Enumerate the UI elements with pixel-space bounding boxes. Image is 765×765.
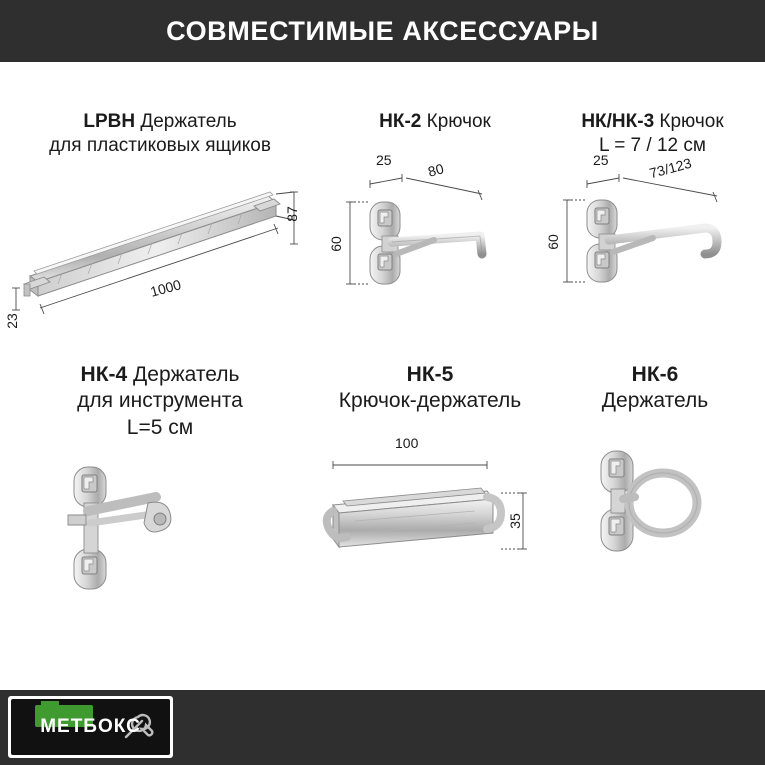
nk4-drawing xyxy=(10,451,310,631)
product-desc-nk5: Крючок-держатель xyxy=(338,389,522,413)
dim-nk5-100: 100 xyxy=(395,434,419,451)
dim-nk3-25: 25 xyxy=(593,151,609,168)
product-image-lpbh xyxy=(3,158,310,348)
product-title-nk2 xyxy=(330,110,540,134)
product-desc-nk3: L = 7 / 12 см xyxy=(599,134,706,156)
brand-logo-inner xyxy=(11,699,170,755)
product-image-nk5 xyxy=(315,434,545,631)
product-title-nk6 xyxy=(555,362,755,415)
product-title-lpbh xyxy=(10,110,310,158)
dim-lpbh-1000: 1000 xyxy=(148,275,183,300)
page-title: СОВМЕСТИМЫЕ АКСЕССУАРЫ xyxy=(166,15,599,46)
product-desc-lpbh: для пластиковых ящиков xyxy=(49,134,271,156)
product-title-nk3 xyxy=(545,110,760,158)
product-name-lpbh: Держатель xyxy=(140,111,237,132)
nk6-drawing xyxy=(555,441,755,631)
nk5-drawing xyxy=(315,441,545,631)
nk3-drawing xyxy=(545,158,760,358)
product-desc2-nk4: L=5 см xyxy=(126,415,194,439)
product-desc-nk6: Держатель xyxy=(601,389,709,413)
product-code-lpbh: LPBH xyxy=(83,111,136,132)
product-cell-lpbh xyxy=(3,110,310,370)
product-code-nk6: НК-6 xyxy=(631,363,679,386)
dim-nk2-25: 25 xyxy=(376,151,392,168)
lpbh-drawing xyxy=(10,158,310,348)
product-code-nk2: НК-2 xyxy=(379,111,422,132)
product-image-nk2 xyxy=(327,151,540,358)
dim-nk3-60: 60 xyxy=(544,233,561,250)
product-cell-nk3 xyxy=(545,110,760,370)
dim-nk5-35: 35 xyxy=(506,512,523,529)
product-name-nk2: Крючок xyxy=(426,111,491,132)
dim-nk3-73-123: 73/123 xyxy=(647,154,694,181)
product-grid xyxy=(0,62,765,690)
dim-lpbh-87: 87 xyxy=(283,205,300,222)
brand-logo xyxy=(8,696,173,758)
product-cell-nk2 xyxy=(327,110,540,370)
product-desc-nk4: для инструмента xyxy=(77,389,243,413)
product-code-nk3: НК/НК-3 xyxy=(581,111,655,132)
product-cell-nk5 xyxy=(315,362,545,662)
product-code-nk5: НК-5 xyxy=(406,363,454,386)
product-cell-nk6 xyxy=(555,362,755,662)
product-name-nk4: Держатель xyxy=(133,363,240,386)
product-image-nk6 xyxy=(555,441,755,631)
product-image-nk3 xyxy=(544,151,760,358)
product-cell-nk4 xyxy=(10,362,310,662)
brand-name: МЕТБОКС xyxy=(40,716,141,737)
product-title-nk4 xyxy=(10,362,310,441)
product-image-nk4 xyxy=(10,451,310,631)
nk2-drawing xyxy=(327,158,540,358)
dim-nk2-80: 80 xyxy=(426,160,446,180)
poster-header xyxy=(0,0,765,62)
dim-lpbh-23: 23 xyxy=(3,312,20,329)
product-name-nk3: Крючок xyxy=(659,111,724,132)
product-code-nk4: НК-4 xyxy=(80,363,128,386)
logo-toolbox-handle xyxy=(41,701,59,707)
dim-nk2-60: 60 xyxy=(327,235,344,252)
product-title-nk5 xyxy=(315,362,545,415)
poster-footer xyxy=(0,690,765,765)
